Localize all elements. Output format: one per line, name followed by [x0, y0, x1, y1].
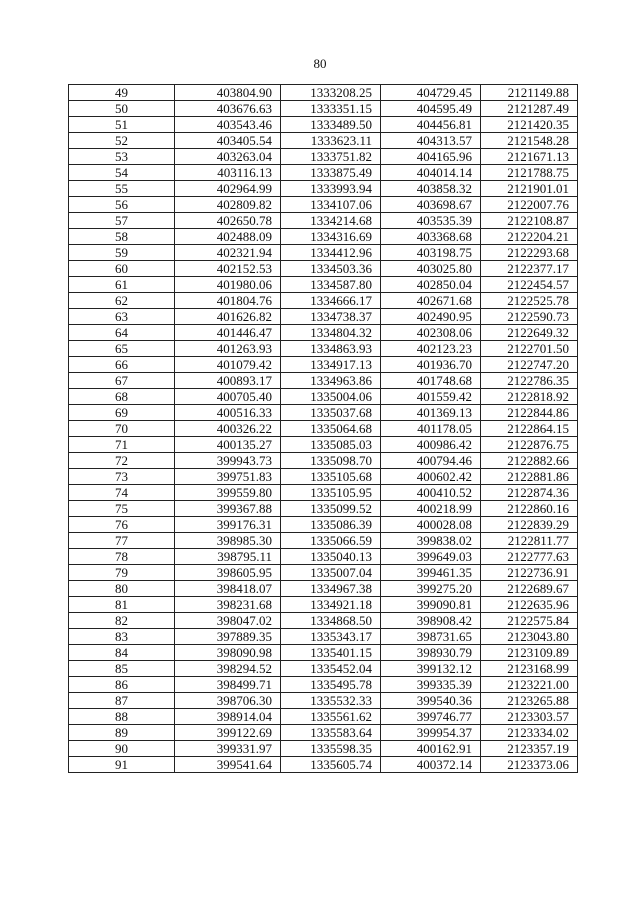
table-row — [69, 357, 578, 373]
y-coordinate-2-cell: 2122007.76 — [481, 197, 578, 213]
y-coordinate-cell: 1335605.74 — [281, 757, 381, 773]
point-number-cell: 84 — [69, 645, 175, 661]
point-number-cell: 49 — [69, 85, 175, 101]
point-number-cell: 82 — [69, 613, 175, 629]
y-coordinate-cell: 1335040.13 — [281, 549, 381, 565]
y-coordinate-cell: 1334587.80 — [281, 277, 381, 293]
x-coordinate-cell: 399367.88 — [175, 501, 281, 517]
y-coordinate-cell: 1334967.38 — [281, 581, 381, 597]
y-coordinate-cell: 1335495.78 — [281, 677, 381, 693]
x-coordinate-2-cell: 404729.45 — [381, 85, 481, 101]
point-number-cell: 72 — [69, 453, 175, 469]
table-row — [69, 85, 578, 101]
y-coordinate-2-cell: 2123043.80 — [481, 629, 578, 645]
x-coordinate-2-cell: 398731.65 — [381, 629, 481, 645]
point-number-cell: 71 — [69, 437, 175, 453]
x-coordinate-cell: 398985.30 — [175, 533, 281, 549]
x-coordinate-2-cell: 398908.42 — [381, 613, 481, 629]
table-row — [69, 405, 578, 421]
point-number-cell: 55 — [69, 181, 175, 197]
table-row — [69, 693, 578, 709]
table-row — [69, 517, 578, 533]
x-coordinate-2-cell: 401748.68 — [381, 373, 481, 389]
point-number-cell: 62 — [69, 293, 175, 309]
point-number-cell: 50 — [69, 101, 175, 117]
table-row — [69, 149, 578, 165]
y-coordinate-2-cell: 2121548.28 — [481, 133, 578, 149]
table-row — [69, 165, 578, 181]
x-coordinate-2-cell: 399649.03 — [381, 549, 481, 565]
table-row — [69, 677, 578, 693]
point-number-cell: 89 — [69, 725, 175, 741]
x-coordinate-cell: 402809.82 — [175, 197, 281, 213]
y-coordinate-2-cell: 2122590.73 — [481, 309, 578, 325]
point-number-cell: 75 — [69, 501, 175, 517]
y-coordinate-cell: 1335037.68 — [281, 405, 381, 421]
y-coordinate-cell: 1335086.39 — [281, 517, 381, 533]
x-coordinate-2-cell: 399275.20 — [381, 581, 481, 597]
table-row — [69, 181, 578, 197]
table-row — [69, 661, 578, 677]
y-coordinate-cell: 1333208.25 — [281, 85, 381, 101]
point-number-cell: 79 — [69, 565, 175, 581]
table-row — [69, 117, 578, 133]
x-coordinate-cell: 399122.69 — [175, 725, 281, 741]
x-coordinate-2-cell: 404456.81 — [381, 117, 481, 133]
x-coordinate-2-cell: 401559.42 — [381, 389, 481, 405]
y-coordinate-cell: 1334107.06 — [281, 197, 381, 213]
table-row — [69, 709, 578, 725]
table-body — [69, 85, 578, 773]
point-number-cell: 73 — [69, 469, 175, 485]
x-coordinate-cell: 398418.07 — [175, 581, 281, 597]
y-coordinate-2-cell: 2122844.86 — [481, 405, 578, 421]
y-coordinate-2-cell: 2122811.77 — [481, 533, 578, 549]
y-coordinate-cell: 1335007.04 — [281, 565, 381, 581]
x-coordinate-cell: 401263.93 — [175, 341, 281, 357]
point-number-cell: 67 — [69, 373, 175, 389]
y-coordinate-cell: 1334214.68 — [281, 213, 381, 229]
y-coordinate-cell: 1335105.95 — [281, 485, 381, 501]
table-row — [69, 645, 578, 661]
table-row — [69, 293, 578, 309]
table-row — [69, 757, 578, 773]
y-coordinate-cell: 1335532.33 — [281, 693, 381, 709]
y-coordinate-2-cell: 2122575.84 — [481, 613, 578, 629]
x-coordinate-2-cell: 399954.37 — [381, 725, 481, 741]
y-coordinate-cell: 1334666.17 — [281, 293, 381, 309]
point-number-cell: 56 — [69, 197, 175, 213]
x-coordinate-2-cell: 402123.23 — [381, 341, 481, 357]
x-coordinate-cell: 403543.46 — [175, 117, 281, 133]
x-coordinate-2-cell: 400986.42 — [381, 437, 481, 453]
y-coordinate-2-cell: 2123303.57 — [481, 709, 578, 725]
point-number-cell: 65 — [69, 341, 175, 357]
x-coordinate-2-cell: 401936.70 — [381, 357, 481, 373]
y-coordinate-2-cell: 2122786.35 — [481, 373, 578, 389]
y-coordinate-2-cell: 2122454.57 — [481, 277, 578, 293]
x-coordinate-2-cell: 404595.49 — [381, 101, 481, 117]
y-coordinate-2-cell: 2122860.16 — [481, 501, 578, 517]
point-number-cell: 64 — [69, 325, 175, 341]
x-coordinate-cell: 398231.68 — [175, 597, 281, 613]
point-number-cell: 76 — [69, 517, 175, 533]
x-coordinate-cell: 403804.90 — [175, 85, 281, 101]
x-coordinate-2-cell: 400218.99 — [381, 501, 481, 517]
point-number-cell: 68 — [69, 389, 175, 405]
point-number-cell: 61 — [69, 277, 175, 293]
x-coordinate-2-cell: 400162.91 — [381, 741, 481, 757]
table-row — [69, 725, 578, 741]
y-coordinate-2-cell: 2122689.67 — [481, 581, 578, 597]
x-coordinate-cell: 401079.42 — [175, 357, 281, 373]
y-coordinate-2-cell: 2122882.66 — [481, 453, 578, 469]
table-row — [69, 325, 578, 341]
point-number-cell: 70 — [69, 421, 175, 437]
x-coordinate-2-cell: 403025.80 — [381, 261, 481, 277]
y-coordinate-cell: 1335098.70 — [281, 453, 381, 469]
y-coordinate-cell: 1335105.68 — [281, 469, 381, 485]
x-coordinate-cell: 402488.09 — [175, 229, 281, 245]
x-coordinate-cell: 398090.98 — [175, 645, 281, 661]
table-row — [69, 581, 578, 597]
point-number-cell: 87 — [69, 693, 175, 709]
table-row — [69, 309, 578, 325]
x-coordinate-2-cell: 402671.68 — [381, 293, 481, 309]
y-coordinate-cell: 1333751.82 — [281, 149, 381, 165]
x-coordinate-cell: 398605.95 — [175, 565, 281, 581]
y-coordinate-2-cell: 2122204.21 — [481, 229, 578, 245]
table-row — [69, 469, 578, 485]
x-coordinate-2-cell: 400410.52 — [381, 485, 481, 501]
x-coordinate-cell: 399331.97 — [175, 741, 281, 757]
y-coordinate-2-cell: 2123168.99 — [481, 661, 578, 677]
y-coordinate-cell: 1334804.32 — [281, 325, 381, 341]
table-row — [69, 565, 578, 581]
point-number-cell: 74 — [69, 485, 175, 501]
point-number-cell: 78 — [69, 549, 175, 565]
y-coordinate-cell: 1334868.50 — [281, 613, 381, 629]
y-coordinate-2-cell: 2122839.29 — [481, 517, 578, 533]
x-coordinate-2-cell: 400602.42 — [381, 469, 481, 485]
x-coordinate-2-cell: 399132.12 — [381, 661, 481, 677]
y-coordinate-cell: 1334412.96 — [281, 245, 381, 261]
x-coordinate-2-cell: 399746.77 — [381, 709, 481, 725]
table-row — [69, 533, 578, 549]
y-coordinate-2-cell: 2123334.02 — [481, 725, 578, 741]
y-coordinate-2-cell: 2122747.20 — [481, 357, 578, 373]
y-coordinate-2-cell: 2123265.88 — [481, 693, 578, 709]
x-coordinate-cell: 400516.33 — [175, 405, 281, 421]
table-row — [69, 389, 578, 405]
y-coordinate-2-cell: 2122293.68 — [481, 245, 578, 261]
table-row — [69, 437, 578, 453]
x-coordinate-cell: 403405.54 — [175, 133, 281, 149]
x-coordinate-2-cell: 401178.05 — [381, 421, 481, 437]
y-coordinate-cell: 1335085.03 — [281, 437, 381, 453]
x-coordinate-cell: 401626.82 — [175, 309, 281, 325]
x-coordinate-2-cell: 399540.36 — [381, 693, 481, 709]
x-coordinate-2-cell: 400028.08 — [381, 517, 481, 533]
y-coordinate-cell: 1335401.15 — [281, 645, 381, 661]
x-coordinate-2-cell: 399090.81 — [381, 597, 481, 613]
point-number-cell: 59 — [69, 245, 175, 261]
table-row — [69, 485, 578, 501]
y-coordinate-cell: 1335561.62 — [281, 709, 381, 725]
x-coordinate-2-cell: 404014.14 — [381, 165, 481, 181]
table-row — [69, 133, 578, 149]
point-number-cell: 69 — [69, 405, 175, 421]
y-coordinate-2-cell: 2121420.35 — [481, 117, 578, 133]
y-coordinate-2-cell: 2122777.63 — [481, 549, 578, 565]
y-coordinate-cell: 1335343.17 — [281, 629, 381, 645]
x-coordinate-2-cell: 403698.67 — [381, 197, 481, 213]
point-number-cell: 52 — [69, 133, 175, 149]
table-row — [69, 421, 578, 437]
point-number-cell: 53 — [69, 149, 175, 165]
x-coordinate-cell: 403116.13 — [175, 165, 281, 181]
x-coordinate-cell: 398047.02 — [175, 613, 281, 629]
y-coordinate-2-cell: 2122736.91 — [481, 565, 578, 581]
x-coordinate-cell: 402321.94 — [175, 245, 281, 261]
point-number-cell: 81 — [69, 597, 175, 613]
x-coordinate-cell: 402964.99 — [175, 181, 281, 197]
table-row — [69, 213, 578, 229]
point-number-cell: 54 — [69, 165, 175, 181]
y-coordinate-cell: 1333623.11 — [281, 133, 381, 149]
point-number-cell: 77 — [69, 533, 175, 549]
table-row — [69, 229, 578, 245]
x-coordinate-cell: 402152.53 — [175, 261, 281, 277]
x-coordinate-cell: 398914.04 — [175, 709, 281, 725]
point-number-cell: 51 — [69, 117, 175, 133]
x-coordinate-2-cell: 399461.35 — [381, 565, 481, 581]
y-coordinate-cell: 1335583.64 — [281, 725, 381, 741]
y-coordinate-cell: 1334503.36 — [281, 261, 381, 277]
y-coordinate-2-cell: 2123373.06 — [481, 757, 578, 773]
table-row — [69, 261, 578, 277]
y-coordinate-cell: 1334963.86 — [281, 373, 381, 389]
table-row — [69, 549, 578, 565]
y-coordinate-2-cell: 2121671.13 — [481, 149, 578, 165]
y-coordinate-2-cell: 2122876.75 — [481, 437, 578, 453]
y-coordinate-2-cell: 2122701.50 — [481, 341, 578, 357]
y-coordinate-cell: 1333993.94 — [281, 181, 381, 197]
x-coordinate-2-cell: 403858.32 — [381, 181, 481, 197]
x-coordinate-cell: 399559.80 — [175, 485, 281, 501]
y-coordinate-cell: 1334917.13 — [281, 357, 381, 373]
y-coordinate-cell: 1333351.15 — [281, 101, 381, 117]
y-coordinate-cell: 1335066.59 — [281, 533, 381, 549]
y-coordinate-2-cell: 2123357.19 — [481, 741, 578, 757]
x-coordinate-2-cell: 403198.75 — [381, 245, 481, 261]
y-coordinate-2-cell: 2122874.36 — [481, 485, 578, 501]
x-coordinate-cell: 401980.06 — [175, 277, 281, 293]
y-coordinate-cell: 1335099.52 — [281, 501, 381, 517]
y-coordinate-cell: 1335452.04 — [281, 661, 381, 677]
y-coordinate-2-cell: 2121149.88 — [481, 85, 578, 101]
x-coordinate-2-cell: 400794.46 — [381, 453, 481, 469]
y-coordinate-2-cell: 2121901.01 — [481, 181, 578, 197]
x-coordinate-2-cell: 401369.13 — [381, 405, 481, 421]
x-coordinate-cell: 399541.64 — [175, 757, 281, 773]
y-coordinate-cell: 1334921.18 — [281, 597, 381, 613]
table-row — [69, 597, 578, 613]
y-coordinate-cell: 1333875.49 — [281, 165, 381, 181]
point-number-cell: 58 — [69, 229, 175, 245]
x-coordinate-cell: 400705.40 — [175, 389, 281, 405]
coordinates-table — [68, 84, 578, 773]
table-row — [69, 373, 578, 389]
x-coordinate-cell: 399943.73 — [175, 453, 281, 469]
y-coordinate-2-cell: 2122864.15 — [481, 421, 578, 437]
x-coordinate-cell: 399751.83 — [175, 469, 281, 485]
x-coordinate-2-cell: 399335.39 — [381, 677, 481, 693]
x-coordinate-2-cell: 402308.06 — [381, 325, 481, 341]
x-coordinate-cell: 398294.52 — [175, 661, 281, 677]
y-coordinate-2-cell: 2122108.87 — [481, 213, 578, 229]
x-coordinate-2-cell: 400372.14 — [381, 757, 481, 773]
x-coordinate-cell: 400326.22 — [175, 421, 281, 437]
point-number-cell: 66 — [69, 357, 175, 373]
point-number-cell: 60 — [69, 261, 175, 277]
x-coordinate-cell: 401804.76 — [175, 293, 281, 309]
point-number-cell: 88 — [69, 709, 175, 725]
y-coordinate-2-cell: 2122525.78 — [481, 293, 578, 309]
x-coordinate-cell: 398499.71 — [175, 677, 281, 693]
point-number-cell: 86 — [69, 677, 175, 693]
x-coordinate-cell: 400893.17 — [175, 373, 281, 389]
table-row — [69, 501, 578, 517]
x-coordinate-2-cell: 399838.02 — [381, 533, 481, 549]
x-coordinate-cell: 401446.47 — [175, 325, 281, 341]
x-coordinate-cell: 398706.30 — [175, 693, 281, 709]
y-coordinate-cell: 1334863.93 — [281, 341, 381, 357]
table-row — [69, 101, 578, 117]
x-coordinate-2-cell: 398930.79 — [381, 645, 481, 661]
table-row — [69, 197, 578, 213]
table-row — [69, 277, 578, 293]
point-number-cell: 57 — [69, 213, 175, 229]
y-coordinate-2-cell: 2122818.92 — [481, 389, 578, 405]
point-number-cell: 83 — [69, 629, 175, 645]
x-coordinate-cell: 399176.31 — [175, 517, 281, 533]
y-coordinate-2-cell: 2123221.00 — [481, 677, 578, 693]
y-coordinate-cell: 1335598.35 — [281, 741, 381, 757]
x-coordinate-2-cell: 403368.68 — [381, 229, 481, 245]
x-coordinate-cell: 403676.63 — [175, 101, 281, 117]
y-coordinate-2-cell: 2123109.89 — [481, 645, 578, 661]
point-number-cell: 90 — [69, 741, 175, 757]
x-coordinate-cell: 397889.35 — [175, 629, 281, 645]
point-number-cell: 80 — [69, 581, 175, 597]
point-number-cell: 63 — [69, 309, 175, 325]
table-row — [69, 629, 578, 645]
x-coordinate-cell: 402650.78 — [175, 213, 281, 229]
page-number: 80 — [313, 56, 327, 71]
y-coordinate-2-cell: 2121788.75 — [481, 165, 578, 181]
y-coordinate-cell: 1333489.50 — [281, 117, 381, 133]
x-coordinate-2-cell: 404165.96 — [381, 149, 481, 165]
x-coordinate-cell: 398795.11 — [175, 549, 281, 565]
point-number-cell: 85 — [69, 661, 175, 677]
x-coordinate-cell: 400135.27 — [175, 437, 281, 453]
x-coordinate-2-cell: 402850.04 — [381, 277, 481, 293]
point-number-cell: 91 — [69, 757, 175, 773]
y-coordinate-2-cell: 2121287.49 — [481, 101, 578, 117]
table-row — [69, 245, 578, 261]
y-coordinate-2-cell: 2122377.17 — [481, 261, 578, 277]
y-coordinate-cell: 1335004.06 — [281, 389, 381, 405]
table-row — [69, 453, 578, 469]
y-coordinate-cell: 1334316.69 — [281, 229, 381, 245]
y-coordinate-cell: 1334738.37 — [281, 309, 381, 325]
x-coordinate-2-cell: 403535.39 — [381, 213, 481, 229]
x-coordinate-cell: 403263.04 — [175, 149, 281, 165]
y-coordinate-2-cell: 2122635.96 — [481, 597, 578, 613]
table-row — [69, 341, 578, 357]
y-coordinate-2-cell: 2122649.32 — [481, 325, 578, 341]
table-row — [69, 613, 578, 629]
y-coordinate-2-cell: 2122881.86 — [481, 469, 578, 485]
x-coordinate-2-cell: 402490.95 — [381, 309, 481, 325]
y-coordinate-cell: 1335064.68 — [281, 421, 381, 437]
table-row — [69, 741, 578, 757]
x-coordinate-2-cell: 404313.57 — [381, 133, 481, 149]
